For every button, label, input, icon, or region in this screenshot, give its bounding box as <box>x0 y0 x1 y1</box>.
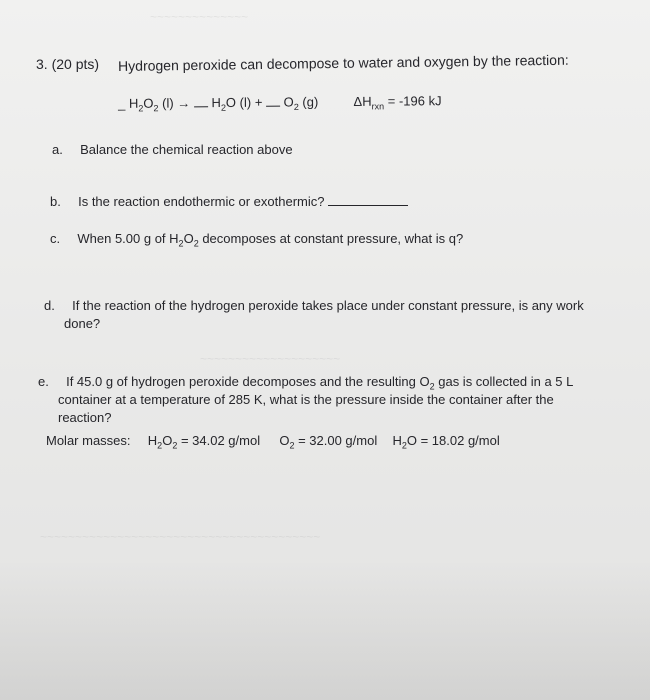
part-d: d. If the reaction of the hydrogen peroxide takes place under constant pressure, is any work <box>44 298 584 313</box>
part-b-text: Is the reaction endothermic or exothermic? <box>78 194 325 209</box>
part-b <box>50 193 408 210</box>
reaction-arrow: → <box>177 95 191 111</box>
part-e: e. If 45.0 g of hydrogen peroxide decomposes and the resulting $O_2$ gas is collected in a 5 L <box>38 374 574 392</box>
part-e-label: e. <box>38 374 49 389</box>
molar-mass-peroxide: $H_2O_2 = 34.02$ g/mol <box>147 433 261 451</box>
part-b-label: b. <box>50 194 61 209</box>
part-c-label: c. <box>50 231 61 246</box>
reaction-equation: _ $H_2O_2$ $(l) \to H_2O$ $(l) + O_2$ (g) $\Delta H_{rxn} = -196$ kJ <box>118 93 442 114</box>
molar-mass-water: $H_2O = 18.02$ g/mol <box>392 433 500 451</box>
part-d-line2: done? <box>64 316 101 331</box>
coefficient-blank-oxygen[interactable] <box>266 94 280 107</box>
coefficient-blank-water[interactable] <box>194 94 208 107</box>
part-c: c. When 5.00 g of $H_2O_2$ decomposes at constant pressure, what is q? <box>50 231 464 249</box>
part-e-line2: container at a temperature of 285 K, what is the pressure inside the container after the <box>58 392 554 407</box>
part-a-text: Balance the chemical reaction above <box>80 142 293 157</box>
enthalpy: $\Delta H_{rxn} = -196$ kJ <box>353 93 442 112</box>
question-number: 3. (20 pts) <box>36 56 100 72</box>
bleed-through-marks-2: ~~~~~~~~~~~~~~~~~~~~ <box>200 352 341 366</box>
bleed-through-marks: ~~~~~~~~~~~~~~ <box>150 10 249 24</box>
bleed-through-marks-3: ~~~~~~~~~~~~~~~~~~~~~~~~~~~~~~~~~~~~~~~~ <box>40 530 321 544</box>
page-shadow <box>0 560 650 700</box>
part-a-label: a. <box>52 142 63 157</box>
answer-blank-b[interactable] <box>328 193 408 206</box>
molar-masses <box>46 433 500 449</box>
question-intro: Hydrogen peroxide can decompose to water and oxygen by the reaction: <box>118 51 569 74</box>
part-d-label: d. <box>44 298 55 313</box>
molar-mass-oxygen: $O_2 = 32.00$ g/mol <box>279 433 378 451</box>
part-e-line3: reaction? <box>58 410 112 425</box>
part-a <box>52 142 293 158</box>
molar-masses-label: Molar masses: <box>46 433 131 448</box>
